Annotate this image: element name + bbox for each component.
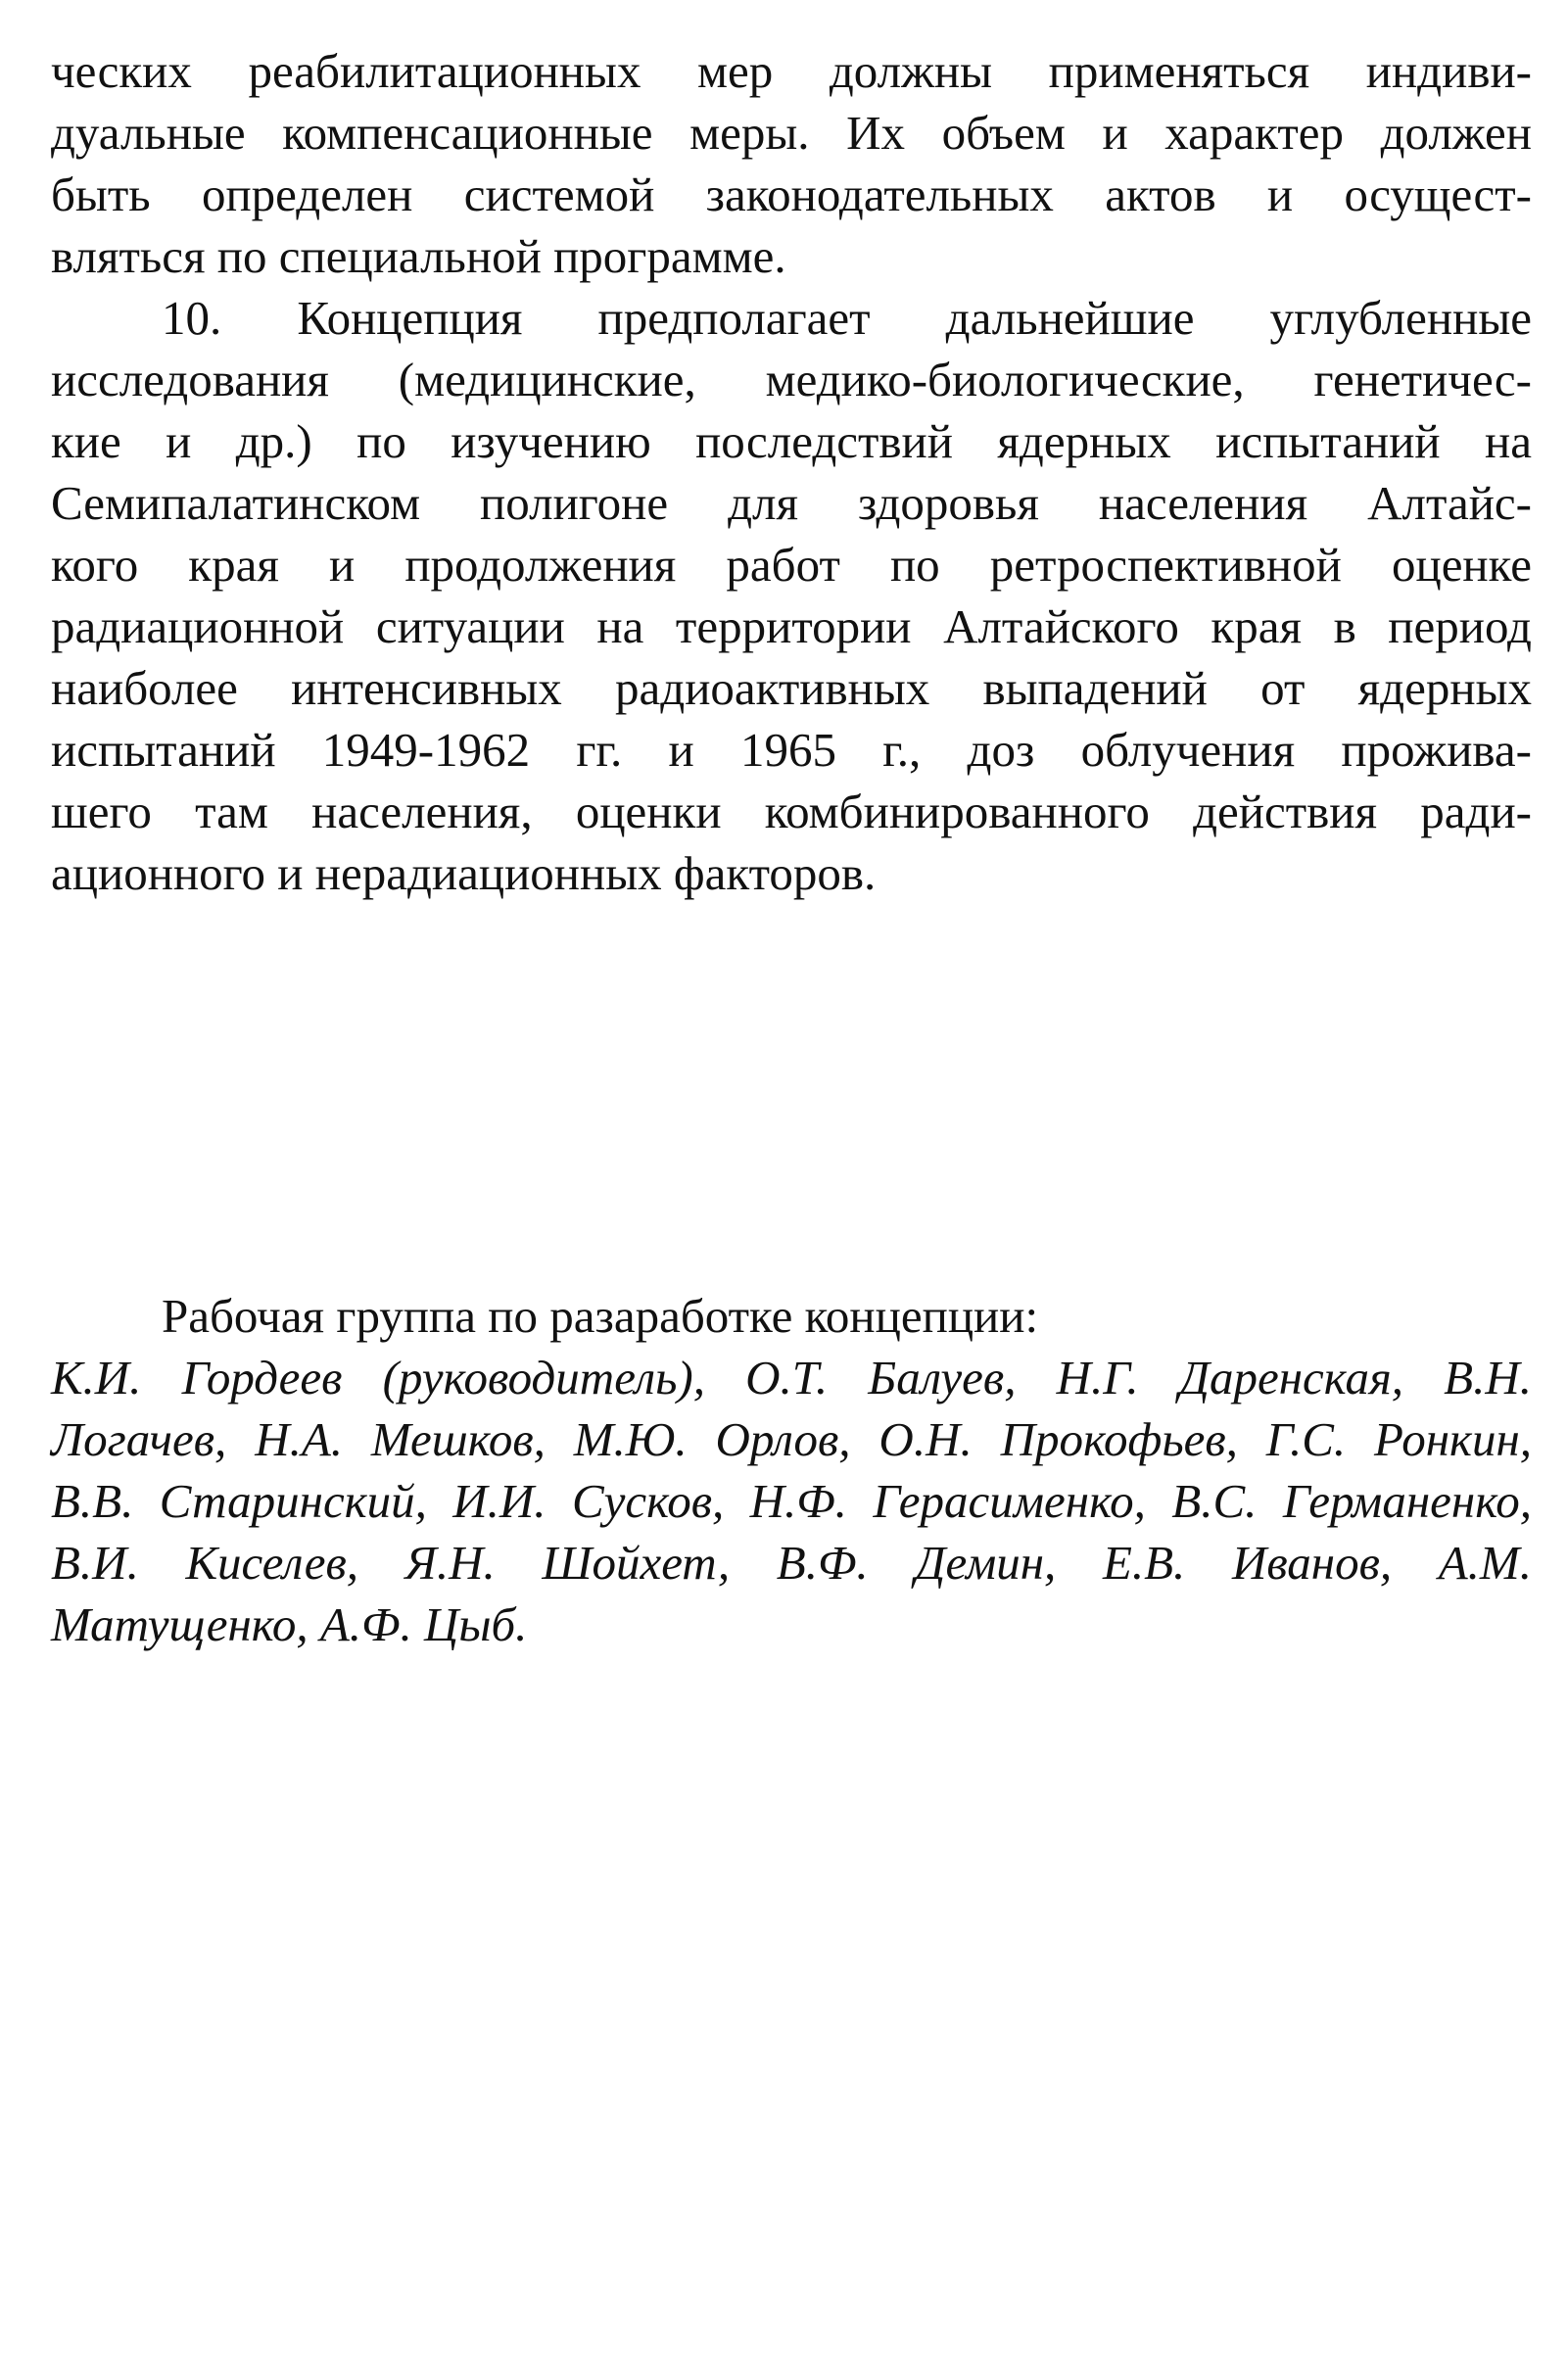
body-line-5: 10. Концепция предполагает дальнейшие углубленные (162, 291, 1532, 345)
body-line-14: ационного и нерадиационных факторов. (51, 846, 877, 900)
body-line-10: радиационной ситуации на территории Алтайского края в период (51, 599, 1532, 653)
body-line-11: наиболее интенсивных радиоактивных выпадений от ядерных (51, 661, 1532, 715)
working-group-members-line-4: В.И. Киселев, Я.Н. Шойхет, В.Ф. Демин, Е.В. Иванов, А.М. (51, 1536, 1532, 1590)
body-line-6: исследования (медицинские, медико-биологические, генетичес- (51, 353, 1532, 406)
working-group-members-line-1: К.И. Гордеев (руководитель), О.Т. Балуев, Н.Г. Даренская, В.Н. (51, 1351, 1532, 1404)
working-group-members-line-5: Матущенко, А.Ф. Цыб. (51, 1597, 528, 1651)
working-group-heading: Рабочая группа по разаработке концепции: (162, 1289, 1039, 1343)
working-group-members-line-3: В.В. Старинский, И.И. Сусков, Н.Ф. Герасименко, В.С. Германенко, (51, 1474, 1532, 1528)
body-line-2: дуальные компенсационные меры. Их объем и характер должен (51, 106, 1532, 160)
body-line-4: вляться по специальной программе. (51, 229, 786, 283)
body-line-1: ческих реабилитационных мер должны применяться индиви- (51, 44, 1532, 98)
body-line-3: быть определен системой законодательных актов и осущест- (51, 167, 1532, 221)
body-line-12: испытаний 1949-1962 гг. и 1965 г., доз облучения прожива- (51, 723, 1532, 777)
body-line-9: кого края и продолжения работ по ретроспективной оценке (51, 538, 1532, 592)
body-line-8: Семипалатинском полигоне для здоровья населения Алтайс- (51, 476, 1532, 530)
working-group-members-line-2: Логачев, Н.А. Мешков, М.Ю. Орлов, О.Н. Прокофьев, Г.С. Ронкин, (51, 1412, 1532, 1466)
body-line-7: кие и др.) по изучению последствий ядерных испытаний на (51, 414, 1532, 468)
body-line-13: шего там населения, оценки комбинированного действия ради- (51, 785, 1532, 838)
